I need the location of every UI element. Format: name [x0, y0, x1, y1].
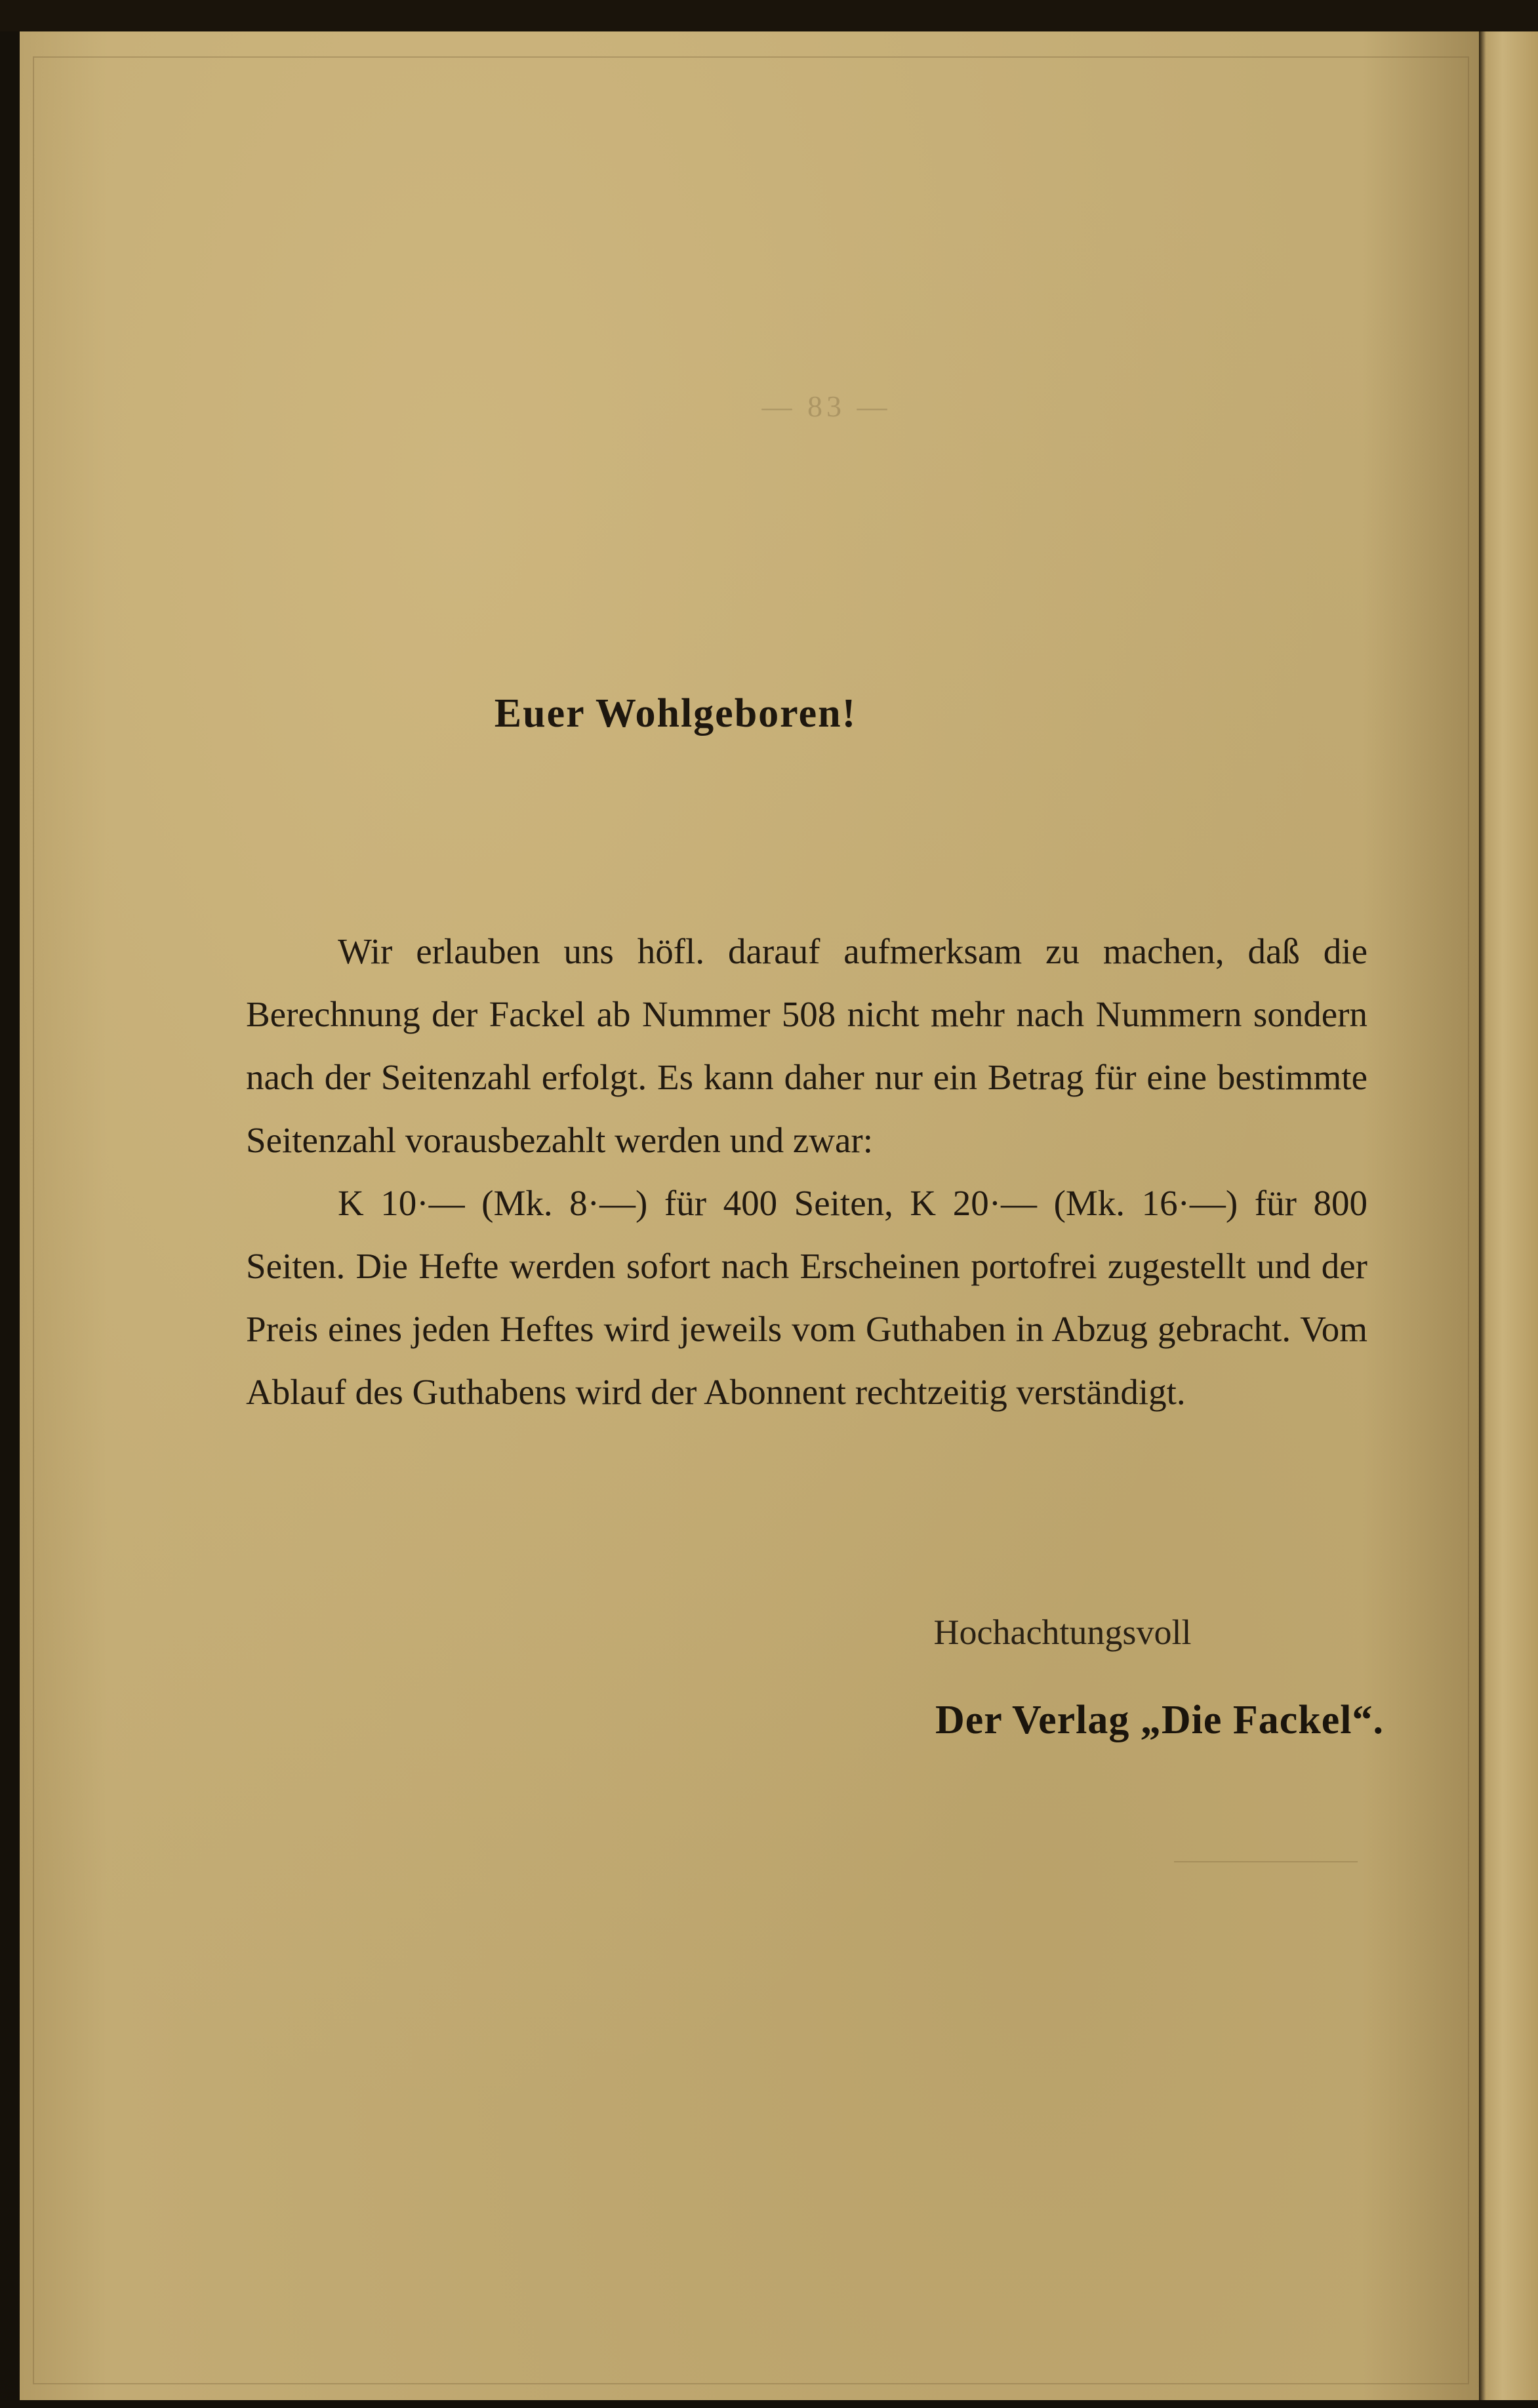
- paragraph-pricing: K 10·— (Mk. 8·—) für 400 Seiten, K 20·— (Mk. 16·—) für 800 Seiten. Die Hefte werden sofort nach Erscheinen portofrei zugestellt und der Preis eines jeden Heftes wird jeweils vom Guthaben in Abzug gebracht. Vom Ablauf des Guthabens wird der Abonnent rechtzeitig verständigt.: [246, 1183, 1367, 1412]
- letter-body: [246, 920, 1367, 1424]
- scan-background-top: [0, 0, 1538, 31]
- salutation-heading: Euer Wohlgeboren!: [494, 691, 857, 736]
- adjacent-page-edge: [1479, 31, 1538, 2400]
- faint-rule: [1174, 1861, 1358, 1862]
- page-number: — 83 —: [761, 390, 891, 423]
- document-page: [20, 31, 1479, 2400]
- paragraph-notice: Wir erlauben uns höfl. darauf aufmerksam zu machen, daß die Berechnung der Fackel ab Nummer 508 nicht mehr nach Nummern sondern nach der Seitenzahl erfolgt. Es kann daher nur ein Betrag für eine bestimmte Seitenzahl vorausbezahlt werden und zwar:: [246, 931, 1367, 1160]
- publisher-signature: Der Verlag „Die Fackel“.: [935, 1698, 1384, 1742]
- closing-line: Hochachtungsvoll: [933, 1613, 1192, 1652]
